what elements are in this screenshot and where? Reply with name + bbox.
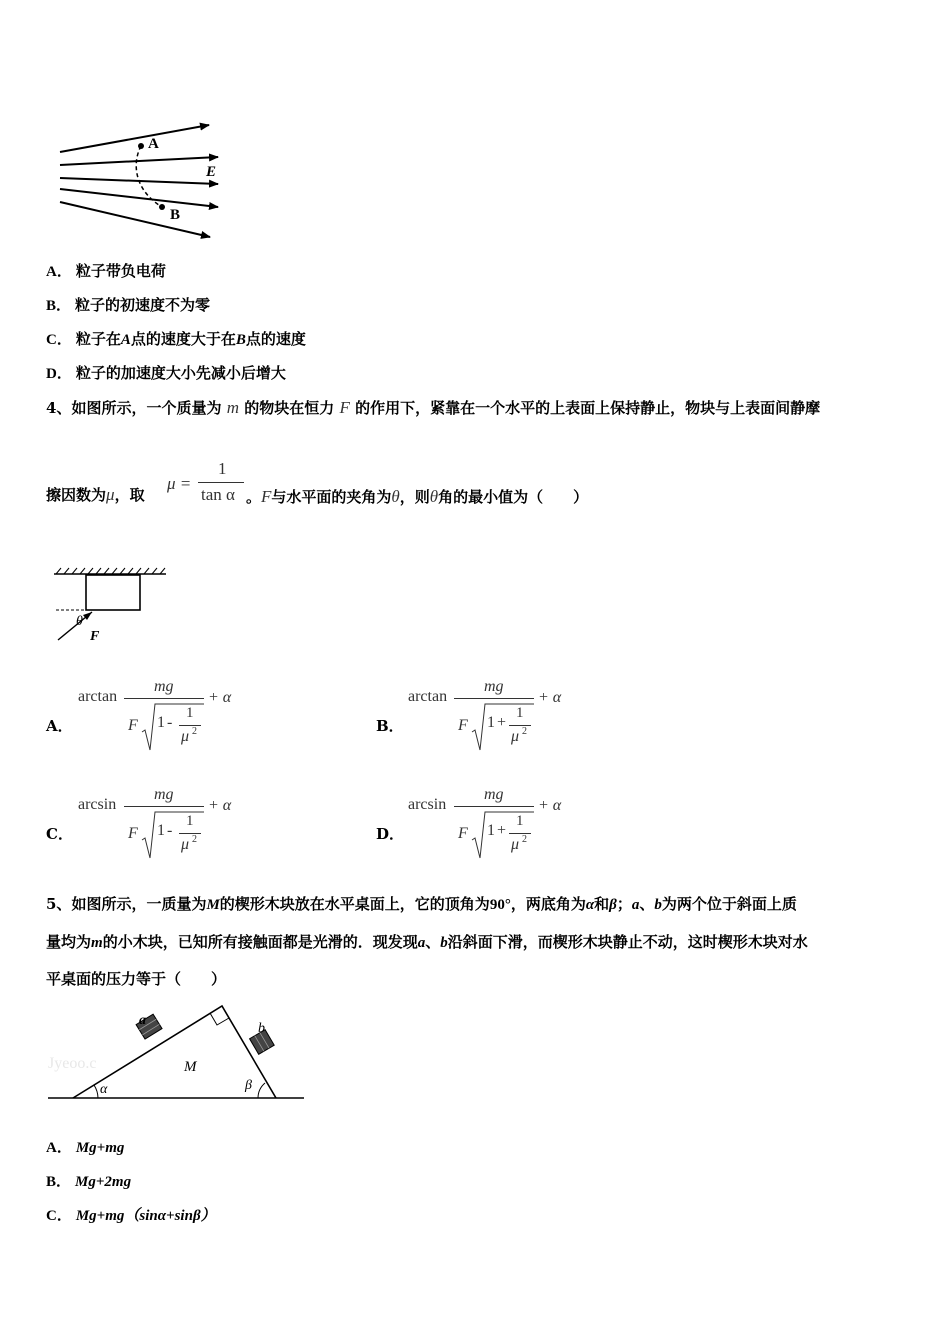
label-beta: β	[245, 1078, 252, 1093]
q3-option-d[interactable]: D． 粒子的加速度大小先减小后增大	[46, 364, 286, 382]
label-alpha: α	[100, 1082, 108, 1097]
label-e: E	[206, 164, 217, 180]
point-b	[159, 204, 165, 210]
label-b: B	[170, 207, 181, 223]
formula-numerator: 1	[218, 459, 227, 478]
q4-option-a[interactable]: A． arctan mg F 1 - 1 μ 2 + α	[46, 676, 256, 760]
alpha-arc	[94, 1085, 98, 1098]
field-line	[60, 189, 218, 207]
label-b: b	[258, 1021, 265, 1036]
wedge-figure	[46, 1000, 308, 1108]
q3-option-c[interactable]: C． 粒子在A点的速度大于在B点的速度	[46, 330, 306, 348]
q5-stem-line3: 平桌面的压力等于（ ）	[46, 970, 227, 988]
q5-option-b[interactable]: B． Mg+2mg	[46, 1174, 132, 1190]
label-a: a	[139, 1013, 146, 1028]
fraction-bar	[198, 482, 244, 483]
field-line	[60, 157, 218, 165]
q4-stem-line1: 4、如图所示，一个质量为 m 的物块在恒力 F 的作用下，紧靠在一个水平的上表面上保持静止，物块与上表面间静摩	[46, 398, 821, 417]
right-angle-mark	[210, 1013, 229, 1025]
f-label: F	[90, 629, 100, 644]
block-ceiling-figure	[52, 565, 172, 645]
field-lines-figure	[52, 108, 227, 244]
formula-denominator: tan α	[201, 485, 235, 504]
q5-stem-line1: 5、如图所示，一质量为M的楔形木块放在水平桌面上，它的顶角为90°，两底角为α和β；a、b为两个位于斜面上质	[46, 895, 797, 913]
field-line	[60, 125, 209, 152]
q5-option-a[interactable]: A． Mg+mg	[46, 1140, 125, 1156]
q3-option-b[interactable]: B． 粒子的初速度不为零	[46, 296, 211, 314]
watermark: Jyeoo.c	[48, 1055, 97, 1072]
q5-stem-line2: 量均为m的小木块，已知所有接触面都是光滑的．现发现a、b沿斜面下滑，而楔形木块静止不动，这时楔形木块对水	[46, 933, 808, 951]
label-m: M	[184, 1059, 197, 1075]
theta-label: θ	[76, 614, 83, 629]
q5-option-c[interactable]: C． Mg+mg（sinα+sinβ）	[46, 1208, 216, 1224]
label-a: A	[148, 136, 159, 152]
q3-option-a[interactable]: A． 粒子带负电荷	[46, 262, 166, 280]
field-line	[60, 202, 210, 237]
point-a	[138, 143, 144, 149]
mu-lhs: μ =	[167, 474, 192, 493]
q4-option-c[interactable]: C． arcsin mg F 1 - 1 μ 2 + α	[46, 784, 256, 868]
q4-option-d[interactable]: D． arcsin mg F 1 + 1 μ 2 + α	[376, 784, 586, 868]
q4-stem-line2-left: 擦因数为μ，取	[46, 485, 145, 504]
ceiling-hatch	[56, 568, 165, 574]
beta-arc	[258, 1083, 265, 1098]
q4-stem-line2-right: 。F与水平面的夹角为θ，则θ角的最小值为（ ）	[246, 487, 589, 506]
block	[86, 575, 140, 610]
q4-option-b[interactable]: B． arctan mg F 1 + 1 μ 2 + α	[376, 676, 586, 760]
